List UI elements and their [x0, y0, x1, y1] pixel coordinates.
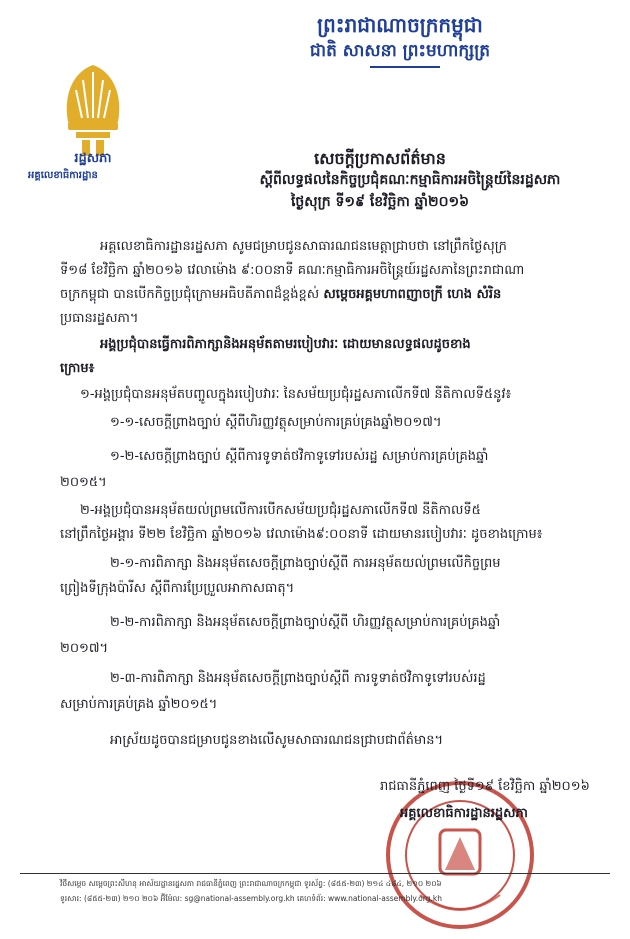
national-assembly-emblem-icon: [38, 60, 148, 160]
result-line-2: ក្រោម៖: [60, 361, 95, 376]
secretariat-label: អគ្គលេខាធិការដ្ឋាន: [28, 170, 98, 181]
intro-line-2: ទី១៨ ខែវិច្ឆិកា ឆ្នាំ២០១៦ វេលាម៉ោង ៩:០០នាទី គណៈកម្មាធិការអចិន្ត្រៃយ៍រដ្ឋសភានៃព្រះរាជាណា: [60, 263, 525, 278]
motto-divider: [370, 66, 440, 68]
list-item-2-1-line-2: ព្រៀងទីក្រុងប៉ារីស ស្តីពីការប្រែប្រួលអាកាសធាតុ។: [60, 581, 295, 596]
list-item-1: ១-អង្គប្រជុំបានអនុម័តបញ្ចូលក្នុងរបៀបវារៈ នៃសម័យប្រជុំរដ្ឋសភាលើកទី៧ នីតិកាលទី៥នូវ៖: [80, 387, 512, 402]
list-item-2-3-line-2: សម្រាប់ការគ្រប់គ្រង ឆ្នាំ២០១៥។: [60, 697, 218, 712]
list-item-2-1-line-1: ២-១-ការពិភាក្សា និងអនុម័តសេចក្តីព្រាងច្បាប់ស្តីពី ការអនុម័តយល់ព្រមលើកិច្ចព្រម: [110, 556, 501, 571]
intro-line-1: អគ្គលេខាធិការដ្ឋានរដ្ឋសភា សូមជម្រាបជូនសាធារណជនមេត្តាជ្រាបថា នៅព្រឹកថ្ងៃសុក្រ: [100, 239, 507, 254]
list-item-2-line-2: នៅព្រឹកថ្ងៃអង្គារ ទី២២ ខែវិច្ឆិកា ឆ្នាំ២០១៦ វេលាម៉ោង៩:០០នាទី ដោយមានរបៀបវារៈ ដូចខាងក្រោម៖: [60, 527, 543, 542]
footer-contact: ទូរសារ: (៨៥៥-២៣) ២១០ ២០៦ អ៊ីម៉ែល: sg@national-assembly.org.kh គេហទំព័រ: www.national-assembly.org.kh: [60, 894, 442, 903]
list-item-2-2-line-1: ២-២-ការពិភាក្សា និងអនុម័តសេចក្តីព្រាងច្បាប់ស្តីពី ហិរញ្ញវត្ថុសម្រាប់ការគ្រប់គ្រងឆ្នាំ: [110, 615, 501, 630]
list-item-2-3-line-1: ២-៣-ការពិភាក្សា និងអនុម័តសេចក្តីព្រាងច្បាប់ស្តីពី ការទូទាត់ថវិកាទូទៅរបស់រដ្ឋ: [110, 671, 486, 686]
list-item-2-2-line-2: ២០១៧។: [60, 641, 109, 656]
intro-line-3-text: ចក្រកម្ពុជា បានបើកកិច្ចប្រជុំក្រោមអធិបតីភាពដ៏ខ្ពង់ខ្ពស់: [60, 287, 324, 302]
signer-name: អគ្គលេខាធិការដ្ឋានរដ្ឋសភា: [400, 806, 528, 821]
assembly-label: រដ្ឋសភា: [74, 151, 112, 166]
list-item-1-1: ១-១-សេចក្តីព្រាងច្បាប់ ស្តីពីហិរញ្ញវត្ថុសម្រាប់ការគ្រប់គ្រងឆ្នាំ២០១៧។: [110, 415, 442, 430]
motto-heading: ជាតិ សាសនា ព្រះមហាក្សត្រ: [309, 41, 491, 61]
kingdom-heading: ព្រះរាជាណាចក្រកម្ពុជា: [317, 13, 483, 37]
list-item-1-2-line-1: ១-២-សេចក្តីព្រាងច្បាប់ ស្តីពីការទូទាត់ថវិកាទូទៅរបស់រដ្ឋ សម្រាប់ការគ្រប់គ្រងឆ្នាំ: [110, 449, 489, 464]
closing-line: អាស្រ័យដូចបានជម្រាបជូនខាងលើសូមសាធារណជនជ្រាបជាព័ត៌មាន។: [110, 733, 444, 748]
president-name: សម្តេចអគ្គមហាពញាចក្រី ហេង សំរិន: [323, 287, 502, 302]
footer-divider: [20, 873, 610, 874]
list-item-2-line-1: ២-អង្គប្រជុំបានអនុម័តយល់ព្រមលើការបើកសម័យប្រជុំរដ្ឋសភាលើកទី៧ នីតិកាលទី៥: [80, 503, 481, 518]
result-line-1: អង្គប្រជុំបានធ្វើការពិភាក្សានិងអនុម័តតាមរបៀបវារៈ ដោយមានលទ្ធផលដូចខាង: [100, 337, 471, 352]
document-heading: សេចក្តីប្រកាសព័ត៌មាន: [314, 149, 446, 168]
intro-line-4: ប្រធានរដ្ឋសភា។: [60, 311, 139, 326]
date-place-line: រាជធានីភ្នំពេញ ថ្ងៃទី១៩ ខែវិច្ឆិកា ឆ្នាំ២០១៦: [380, 779, 590, 794]
intro-line-3: [60, 284, 501, 306]
document-date: ថ្ងៃសុក្រ ទី១៩ ខែវិច្ឆិកា ឆ្នាំ២០១៦: [290, 194, 470, 210]
footer-address: វិថីសម្តេច សម្តេចព្រះសីហនុ អាស័យដ្ឋានរដ្ឋសភា រាជធានីភ្នំពេញ ព្រះរាជាណាចក្រកម្ពុជា ទូរស័ព្ទ: (៨៥៥-២៣) ២១៤ ៤៨៤, ២១០ ២០៦: [60, 879, 442, 888]
list-item-1-2-line-2: ២០១៥។: [60, 475, 107, 490]
document-subtitle: ស្តីពីលទ្ធផលនៃកិច្ចប្រជុំគណៈកម្មាធិការអចិន្ត្រៃយ៍នៃរដ្ឋសភា: [259, 172, 561, 188]
official-seal-icon: [380, 775, 540, 935]
